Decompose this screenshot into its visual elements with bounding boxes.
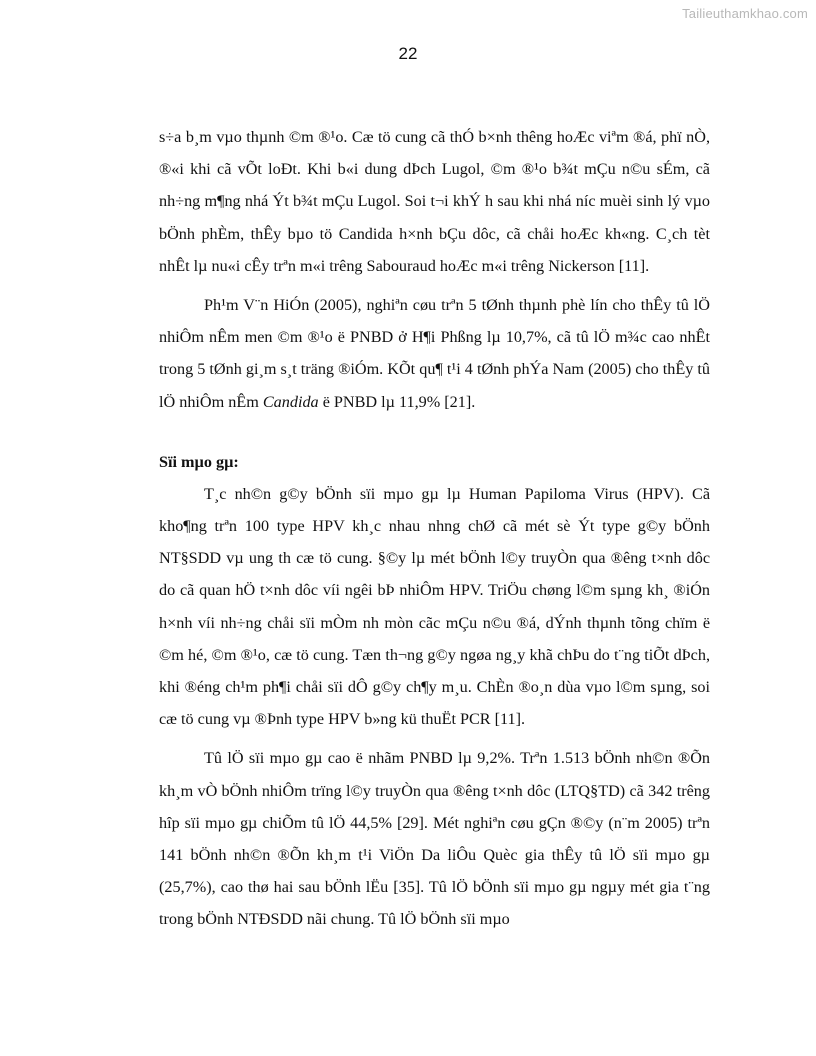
paragraph-4: Tû lÖ sïi mµo gµ cao ë nhãm PNBD lµ 9,2%. Trªn 1.513 bÖnh nh©n ®Õn kh¸m vÒ bÖnh nhiÔm trïng l©y truyÒn qua ®êng t×nh dôc (LTQ§TD) cã 342 trêng hîp sïi mµo gµ chiÕm tû lÖ 44,5% [29]. Mét nghiªn cøu gÇn ®©y (n¨m 2005) trªn 141 bÖnh nh©n ®Õn kh¸m t¹i ViÖn Da liÔu Quèc gia thÊy tû lÖ sïi mµo gµ (25,7%), cao thø hai sau bÖnh lËu [35]. Tû lÖ bÖnh sïi mµo gµ ngµy mét gia t¨ng trong bÖnh NTĐSDD nãi chung. Tû lÖ bÖnh sïi mµo [159,749,710,929]
watermark-text: Tailieuthamkhao.com [682,6,808,21]
page-number: 22 [398,44,418,63]
paragraph-2-text-end: ë PNBD lµ 11,9% [21]. [318,392,476,411]
paragraph-3: T¸c nh©n g©y bÖnh sïi mµo gµ lµ Human Papiloma Virus (HPV). Cã kho¶ng trªn 100 type HPV kh¸c nhau nhng chØ cã mét sè Ýt type g©y bÖnh NT§SDD vµ ung th cæ tö cung. §©y lµ mét bÖnh l©y truyÒn qua ®êng t×nh dôc do cã quan hÖ t×nh dôc víi ngêi bÞ nhiÔm HPV. TriÖu chøng l©m sµng kh¸ ®iÓn h×nh víi nh÷ng chåi sïi mÒm nh mòn cãc mÇu n©u ®á, dÝnh thµnh tõng chïm ë ©m hé, ©m ®¹o, cæ tö cung. Tæn th¬ng g©y ngøa ng¸y khã chÞu do t¨ng tiÕt dÞch, khi ®éng ch¹m ph¶i chåi sïi dÔ g©y ch¶y m¸u. ChÈn ®o¸n dùa vµo l©m sµng, soi cæ tö cung vµ ®Þnh type HPV b»ng kü thuËt PCR [11]. [159,484,710,729]
paragraph-2 [159,289,710,418]
paragraph-2-text-start: Ph¹m V¨n HiÓn (2005), nghiªn cøu trªn 5 tØnh thµnh phè lín cho thÊy tû lÖ nhiÔm nÊm men ©m ®¹o ë PNBD ở H¶i Phßng lµ 10,7%, cã tû lÖ m¾c cao nhÊt trong 5 tØnh gi¸m s¸t träng ®iÓm. KÕt qu¶ t¹i 4 tØnh phÝa Nam (2005) cho thÊy tû lÖ nhiÔm nÊm [159,296,710,411]
paragraph-2-italic-term: Candida [262,392,319,411]
section-heading: Sïi mµo gµ: [159,452,239,471]
paragraph-1: s÷a b¸m vµo thµnh ©m ®¹o. Cæ tö cung cã thÓ b×nh thêng hoÆc viªm ®á, phï nÒ, ®«i khi cã vÕt loÐt. Khi b«i dung dÞch Lugol, ©m ®¹o b¾t mÇu n©u sÉm, cã nh÷ng m¶ng nhá Ýt b¾t mÇu Lugol. Soi t¬i khÝ h sau khi nhá níc muèi sinh lý vµo bÖnh phÈm, thÊy bµo tö Candida h×nh bÇu dôc, cã chåi hoÆc kh«ng. C¸ch tèt nhÊt lµ nu«i cÊy trªn m«i trêng Sabouraud hoÆc m«i trêng Nickerson [11]. [159,128,710,275]
document-body [159,121,710,936]
